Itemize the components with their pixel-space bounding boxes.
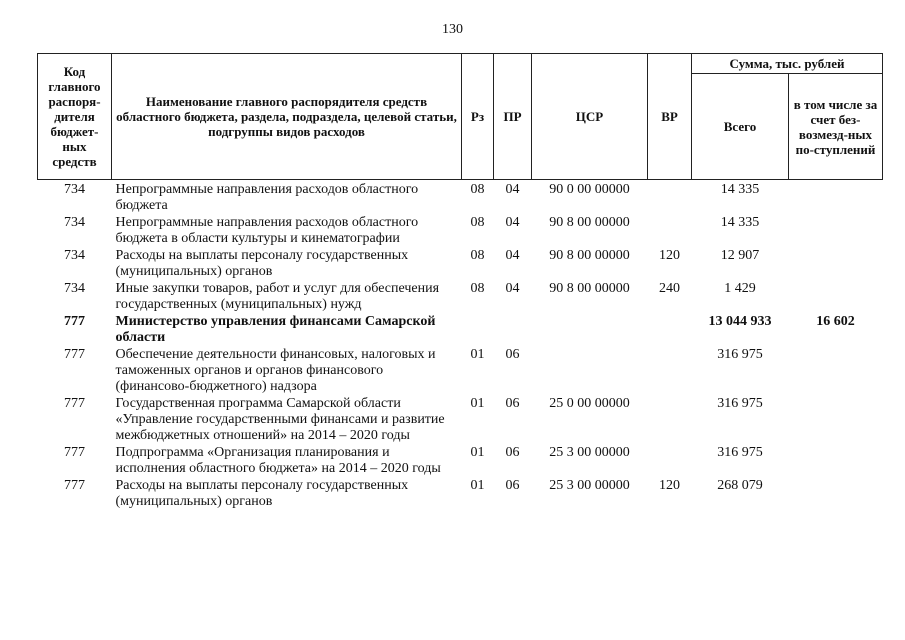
cell-csr: 90 8 00 00000 xyxy=(549,281,630,296)
cell-csr xyxy=(532,347,648,396)
header-name: Наименование главного распорядителя средств областного бюджета, раздела, подраздела, целевой статьи, подгруппы видов расходов xyxy=(112,54,462,180)
cell-free xyxy=(789,248,883,281)
cell-rz: 01 xyxy=(470,396,485,411)
cell-pr: 04 xyxy=(505,248,520,263)
cell-vr xyxy=(648,180,692,216)
cell-csr: 25 3 00 00000 xyxy=(549,445,630,460)
header-total: Всего xyxy=(692,74,789,180)
table-header xyxy=(38,54,883,180)
cell-pr: 04 xyxy=(505,182,520,197)
table-row xyxy=(38,314,883,347)
cell-csr: 90 0 00 00000 xyxy=(549,182,630,197)
cell-free xyxy=(789,281,883,314)
cell-code: 777 xyxy=(64,314,85,329)
cell-total: 12 907 xyxy=(720,248,760,263)
cell-code: 777 xyxy=(64,347,85,362)
cell-name: Министерство управления финансами Самарской области xyxy=(115,314,436,345)
table-row xyxy=(38,215,883,248)
cell-name: Расходы на выплаты персоналу государственных (муниципальных) органов xyxy=(115,248,409,279)
cell-rz xyxy=(462,314,494,347)
cell-csr: 25 3 00 00000 xyxy=(549,478,630,493)
cell-code: 777 xyxy=(64,445,85,460)
cell-free xyxy=(789,215,883,248)
cell-code: 734 xyxy=(64,281,85,296)
header-free: в том числе за счет без-возмезд-ных по-ступлений xyxy=(789,74,883,180)
cell-pr: 06 xyxy=(505,478,520,493)
cell-rz: 01 xyxy=(470,347,485,362)
header-csr: ЦСР xyxy=(532,54,648,180)
cell-total: 1 429 xyxy=(724,281,756,296)
cell-csr xyxy=(532,314,648,347)
table-row xyxy=(38,180,883,216)
cell-csr: 90 8 00 00000 xyxy=(549,248,630,263)
cell-pr: 06 xyxy=(505,347,520,362)
cell-vr: 120 xyxy=(659,248,680,263)
cell-name: Непрограммные направления расходов областного бюджета в области культуры и кинематографии xyxy=(115,215,419,246)
table-row xyxy=(38,248,883,281)
cell-code: 734 xyxy=(64,182,85,197)
cell-free xyxy=(789,445,883,478)
cell-pr: 04 xyxy=(505,281,520,296)
table-body xyxy=(38,180,883,512)
cell-pr xyxy=(494,314,532,347)
cell-pr: 06 xyxy=(505,396,520,411)
cell-total: 14 335 xyxy=(720,215,760,230)
cell-code: 777 xyxy=(64,396,85,411)
cell-code: 734 xyxy=(64,248,85,263)
header-vr: ВР xyxy=(648,54,692,180)
cell-vr xyxy=(648,347,692,396)
cell-csr: 25 0 00 00000 xyxy=(549,396,630,411)
cell-total: 316 975 xyxy=(717,445,763,460)
table-row xyxy=(38,396,883,445)
cell-name: Иные закупки товаров, работ и услуг для обеспечения государственных (муниципальных) нужд xyxy=(115,281,440,312)
header-pr: ПР xyxy=(494,54,532,180)
cell-vr xyxy=(648,215,692,248)
cell-code: 734 xyxy=(64,215,85,230)
cell-free: 16 602 xyxy=(816,314,855,329)
cell-free xyxy=(789,180,883,216)
page-number: 130 xyxy=(442,22,463,37)
cell-rz: 01 xyxy=(470,445,485,460)
budget-table xyxy=(37,53,883,511)
cell-pr: 04 xyxy=(505,215,520,230)
cell-vr xyxy=(648,396,692,445)
cell-free xyxy=(789,347,883,396)
cell-pr: 06 xyxy=(505,445,520,460)
header-code: Код главного распоря-дителя бюджет-ных средств xyxy=(38,54,112,180)
cell-name: Подпрограмма «Организация планирования и исполнения областного бюджета» на 2014 – 2020 годы xyxy=(115,445,441,476)
cell-rz: 01 xyxy=(470,478,485,493)
cell-total: 316 975 xyxy=(717,396,763,411)
cell-rz: 08 xyxy=(470,182,485,197)
table-row xyxy=(38,478,883,511)
cell-csr: 90 8 00 00000 xyxy=(549,215,630,230)
cell-rz: 08 xyxy=(470,281,485,296)
cell-name: Непрограммные направления расходов областного бюджета xyxy=(115,182,419,213)
cell-rz: 08 xyxy=(470,215,485,230)
cell-free xyxy=(789,396,883,445)
header-rz: Рз xyxy=(462,54,494,180)
header-sum: Сумма, тыс. рублей xyxy=(692,54,883,74)
cell-vr: 120 xyxy=(659,478,680,493)
table-row xyxy=(38,281,883,314)
cell-free xyxy=(789,478,883,511)
cell-total: 13 044 933 xyxy=(708,314,772,329)
cell-name: Расходы на выплаты персоналу государственных (муниципальных) органов xyxy=(115,478,409,509)
cell-vr xyxy=(648,445,692,478)
cell-vr: 240 xyxy=(659,281,680,296)
cell-vr xyxy=(648,314,692,347)
cell-total: 268 079 xyxy=(717,478,763,493)
cell-name: Государственная программа Самарской области «Управление государственными финансами и развитие межбюджетных отношений» на 2014 – 2020 годы xyxy=(115,396,445,443)
cell-total: 14 335 xyxy=(720,182,760,197)
cell-total: 316 975 xyxy=(717,347,763,362)
cell-name: Обеспечение деятельности финансовых, налоговых и таможенных органов и органов финансового (финансово-бюджетного) надзора xyxy=(115,347,436,394)
table-row xyxy=(38,347,883,396)
cell-code: 777 xyxy=(64,478,85,493)
cell-rz: 08 xyxy=(470,248,485,263)
table-row xyxy=(38,445,883,478)
